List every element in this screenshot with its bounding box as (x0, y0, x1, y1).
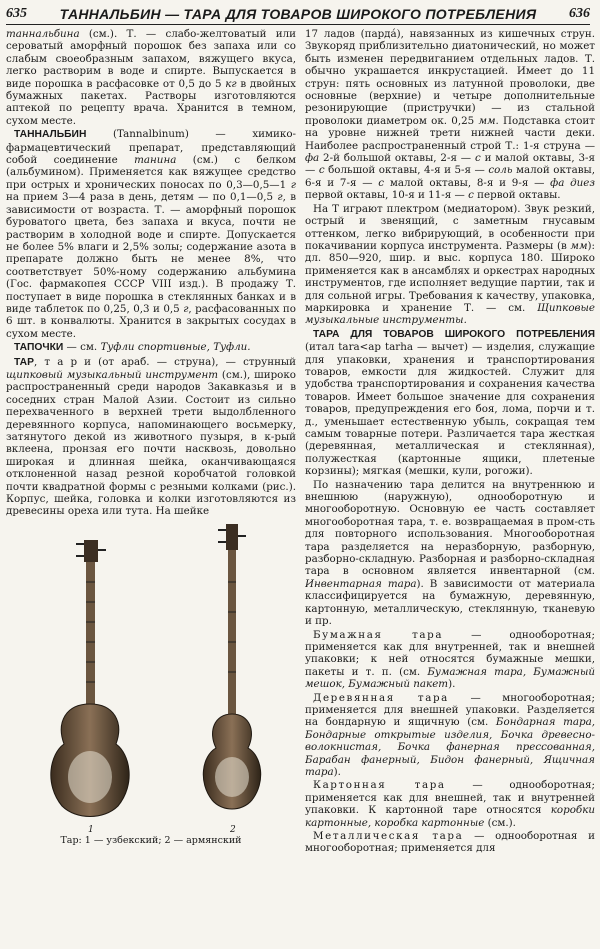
uzbek-tar (51, 540, 129, 817)
running-title: ТАННАЛЬБИН — ТАРА ДЛЯ ТОВАРОВ ШИРОКОГО ПОТРЕБЛЕНИЯ (59, 6, 537, 22)
tar-figure (6, 522, 296, 848)
tar-illustration (6, 522, 296, 822)
paragraph-metal-tara: Металлическая тара — однооборотная и многооборотная; применяется для (305, 830, 595, 855)
page-number-right: 636 (568, 6, 590, 21)
left-column (6, 28, 296, 940)
paragraph: 17 ладов (пардá), навязанных из кишечных струн. Звукоряд приблизительно диатонический, но может быть изменен передвиганием отдельных ладов. Т. обычно украшается инкрустацией. Имеет до 11 струн: пять основных из латунной проволоки, две основные (верхние) и четыре дополнительные резонирующие (пристручки) — из стальной проволоки диаметром ок. 0,25 мм. Подставка стоит на уровне нижней трети нижней части деки. Наиболее распространенный строй Т.: 1-я струна — фа 2-й большой октавы, 2-я — с и малой октавы, 3-я — с большой октавы, 4-я и 5-я — соль малой октавы, 6-я и 7-я — с малой октавы, 8-я и 9-я — фа диез первой октавы, 10-я и 11-я — с первой октавы. (305, 28, 595, 202)
right-column (305, 28, 595, 940)
paragraph: По назначению тара делится на внутреннюю и внешнюю (наружную), однооборотную и многооборотную. Основную ее часть составляет многооборотная тара, т. е. возвращаемая в пром-сть для повторного использования. Многооборотная тара разделяется на неразборную, разборную, разборно-складную. Разборная и разборно-складная тара в основном является инвентарной (см. Инвентарная тара). В зависимости от материала классифицируется на бумажную, деревянную, картонную, металлическую, стеклянную, тканевую и пр. (305, 478, 595, 628)
page-header (6, 4, 590, 25)
paragraph-wooden-tara: Деревянная тара — многооборотная; применяется для внешней упаковки. Разделяется на бондарную и ящичную (см. Бондарная тара, Бондарные открытые изделия, Бочка древесно-волокнистая, Бочка фанерная прессованная, Барабан фанерный, Бидон фанерный, Ящичная тара). (305, 691, 595, 778)
paragraph: таннальбина (см.). Т. — слабо-желтоватый или сероватый аморфный порошок без запаха или со слабым своеобразным запахом, вяжущего вкуса, легко растворим в воде и спирте. Выпускается в виде порошка в расфасовке от 0,5 до 5 кг в двойных бумажных пакетах. Растворы изготовляются аптекой по рецепту врача. Хранится в темном, сухом месте. (6, 28, 296, 127)
page-number-left: 635 (6, 6, 27, 21)
headword: ТАР (14, 356, 34, 368)
entry-tar: ТАР, т а р и (от араб. — струна), — струнный щипковый музыкальный инструмент (см.), широко распространенный среди народов Закавказья и в соседних стран Малой Азии. Состоит из сильно перехваченного в верхней трети выдолбленного деревянного корпуса, напоминающего восьмерку, затянутого декой из животного пузыря, в к-рый вклеена, пронзая его почти насквозь, довольно широкая и длинная шейка, оканчивающаяся отклоненной назад резной коробчатой головкой почти квадратной формы с резными колками (рис.). Корпус, шейка, головка и колки изготовляются из древесины ореха или тута. На шейке (6, 355, 296, 518)
paragraph: На Т играют плектром (медиатором). Звук резкий, острый и звенящий, с заметным гнусавым оттенком, легко вибрирующий, в особенности при покачивании корпуса инструмента. Размеры (в мм): дл. 850—920, шир. и выс. корпуса 180. Широко применяется как в ансамблях и оркестрах народных инструментов, где исполняет ведущие партии, так и для сольной игры. Требования к качеству, упаковка, маркировка и хранение Т. — см. Щипковые музыкальные инструменты. (305, 202, 595, 327)
paragraph-cardboard-tara: Картонная тара — однооборотная; применяется как для внешней, так и внутренней упаковки. К картонной таре относятся коробки картонные, коробка картонные (см.). (305, 779, 595, 829)
headword: ТАРА ДЛЯ ТОВАРОВ ШИРОКОГО ПОТРЕБЛЕНИЯ (313, 328, 595, 340)
armenian-tar (203, 524, 260, 809)
entry-tannalbin: ТАННАЛЬБИН (Tannalbinum) — химико-фармацевтический препарат, представляющий собой соединение танина (см.) с белком (альбумином). Применяется как вяжущее средство при острых и хронических поносах по 0,3—0,5—1 г на прием 3—4 раза в день, детям — по 0,1—0,5 г, в зависимости от возраста. Т. — аморфный порошок буроватого цвета, без запаха и вкуса, почти не растворим в холодной воде и спирте. Допускается не более 5% влаги и 2,5% золы; содержание азота в препарате должно быть не менее 8%, что соответствует 50%-ному содержанию альбумина (Гос. фармакопея СССР VIII изд.). В продажу Т. поступает в виде порошка в стеклянных банках и в виде таблеток по 0,25, 0,3 и 0,5 г, расфасованных по 6 шт. в конвалюты. Хранится в закрытых сосудах в сухом месте. (6, 128, 296, 340)
entry-tapochki: ТАПОЧКИ — см. Туфли спортивные, Туфли. (14, 341, 251, 354)
headword: ТАННАЛЬБИН (14, 129, 87, 141)
figure-caption: Тар: 1 — узбекский; 2 — армянский (60, 835, 242, 847)
figure-label-1: 1 (88, 824, 94, 835)
figure-label-2: 2 (230, 824, 236, 835)
headword: ТАПОЧКИ (14, 342, 64, 354)
entry-tara: ТАРА ДЛЯ ТОВАРОВ ШИРОКОГО ПОТРЕБЛЕНИЯ (итал tara<ар tarha — вычет) — изделия, служащие для упаковки, хранения и транспортирования товаров, емкости для жидкостей. Служит для удобства транспортирования и сохранения качества товаров. Имеет большое значение для сохранения товаров, предупреждения его боя, лома, порчи и т. д., уменьшает естественную убыль, сокращая тем самым товарные потери. Различается тара жесткая (деревянная, металлическая и стеклянная), полужесткая (картонные ящики, плетеные корзины); мягкая (мешки, кули, рогожи). (305, 328, 595, 478)
paragraph-paper-tara: Бумажная тара — однооборотная; применяется как для внутренней, так и внешней упаковки; к ней относятся бумажные мешки, пакеты и т. п. (см. Бумажная тара, Бумажный мешок, Бумажный пакет). (305, 628, 595, 691)
